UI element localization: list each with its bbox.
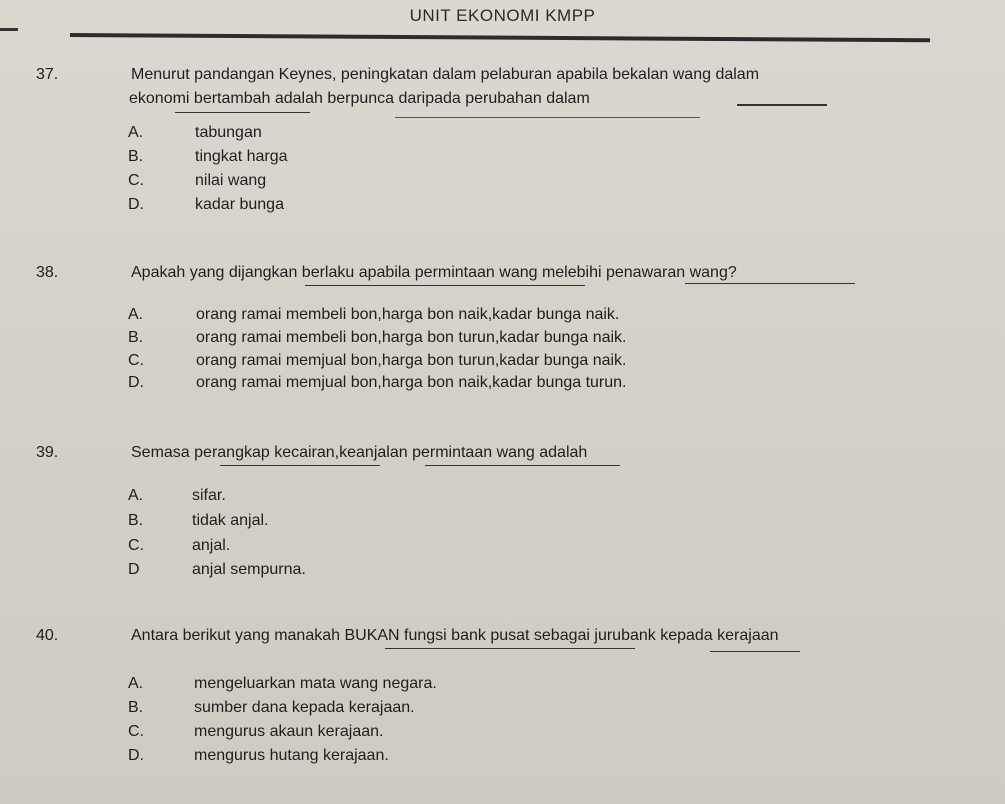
question-number: 39. [36, 444, 59, 461]
question-stem-line2: ekonomi bertambah adalah berpunca daripada perubahan dalam [129, 90, 590, 107]
option-text: sifar. [192, 487, 226, 504]
option-letter: D. [128, 374, 144, 391]
option-text: anjal. [192, 537, 231, 554]
option-text: orang ramai memjual bon,harga bon naik,kadar bunga turun. [196, 374, 627, 391]
option-text: mengurus hutang kerajaan. [194, 747, 389, 764]
option-text: sumber dana kepada kerajaan. [194, 699, 415, 716]
handwritten-underline [220, 465, 380, 466]
option-letter: B. [128, 148, 144, 165]
option-text: orang ramai membeli bon,harga bon turun,kadar bunga naik. [196, 329, 627, 346]
question-number: 37. [36, 66, 59, 83]
option-text: tingkat harga [195, 148, 288, 165]
option-letter: C. [128, 537, 144, 554]
question-stem-line1: Apakah yang dijangkan berlaku apabila permintaan wang melebihi penawaran wang? [131, 264, 737, 281]
option-text: orang ramai memjual bon,harga bon turun,kadar bunga naik. [196, 352, 627, 369]
margin-mark [0, 28, 18, 31]
page-title: UNIT EKONOMI KMPP [409, 6, 596, 25]
option-text: tabungan [195, 124, 262, 141]
handwritten-underline [425, 465, 620, 466]
option-text: tidak anjal. [192, 512, 269, 529]
option-letter: A. [128, 487, 144, 504]
question-number: 38. [36, 264, 59, 281]
question-stem-line1: Semasa perangkap kecairan,keanjalan permintaan wang adalah [131, 444, 588, 461]
option-text: mengeluarkan mata wang negara. [194, 675, 437, 692]
option-text: anjal sempurna. [192, 561, 306, 578]
handwritten-underline [175, 112, 310, 113]
answer-blank [737, 104, 827, 106]
option-letter: B. [128, 699, 144, 716]
option-letter: D. [128, 196, 144, 213]
option-letter: B. [128, 329, 144, 346]
option-text: orang ramai membeli bon,harga bon naik,kadar bunga naik. [196, 306, 620, 323]
handwritten-underline [685, 283, 855, 284]
answer-blank [710, 651, 800, 652]
option-text: mengurus akaun kerajaan. [194, 723, 384, 740]
option-letter: D [128, 561, 140, 578]
option-letter: C. [128, 723, 144, 740]
option-text: nilai wang [195, 172, 267, 189]
title-divider [70, 33, 930, 42]
option-letter: A. [128, 675, 144, 692]
option-letter: B. [128, 512, 144, 529]
option-letter: C. [128, 172, 144, 189]
option-text: kadar bunga [195, 196, 284, 213]
question-stem-line1: Menurut pandangan Keynes, peningkatan dalam pelaburan apabila bekalan wang dalam [131, 66, 760, 83]
option-letter: D. [128, 747, 144, 764]
handwritten-underline [385, 648, 635, 649]
handwritten-underline [395, 117, 700, 118]
question-stem-line1: Antara berikut yang manakah BUKAN fungsi bank pusat sebagai jurubank kepada kerajaan [131, 627, 779, 644]
option-letter: A. [128, 124, 144, 141]
handwritten-underline [305, 285, 585, 286]
option-letter: C. [128, 352, 144, 369]
option-letter: A. [128, 306, 144, 323]
question-number: 40. [36, 627, 59, 644]
